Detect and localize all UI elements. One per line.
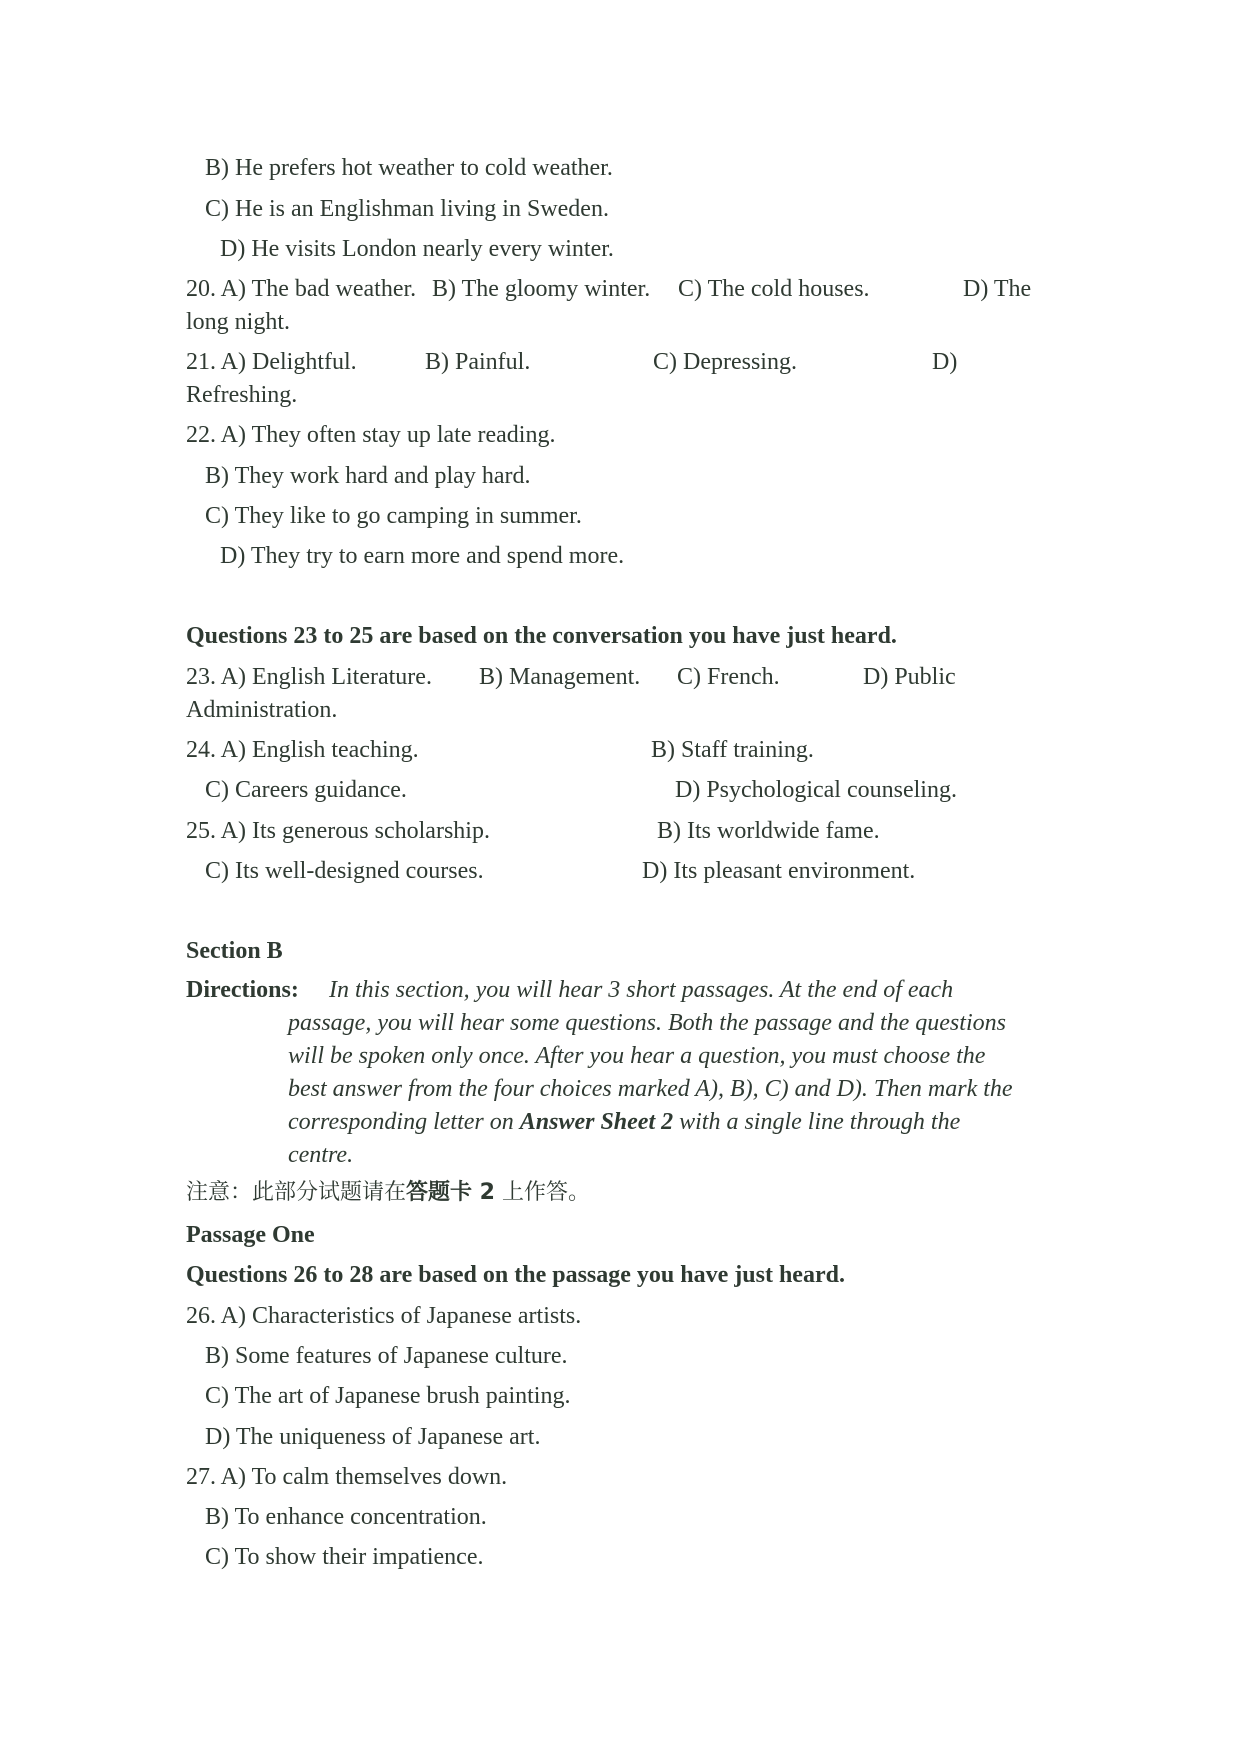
q20-option-d: D) The [963, 276, 1032, 302]
passage-one-questions-heading: Questions 26 to 28 are based on the passage you have just heard. [186, 1262, 845, 1288]
directions-label: Directions: [186, 977, 299, 1003]
q23-option-d-cont: Administration. [186, 697, 338, 723]
q25-option-a: 25. A) Its generous scholarship. [186, 818, 490, 844]
q26-option-c: C) The art of Japanese brush painting. [205, 1383, 571, 1409]
q24-option-d: D) Psychological counseling. [675, 777, 957, 803]
q21-option-d: D) [932, 349, 958, 375]
q21-option-b: B) Painful. [425, 349, 531, 375]
q24-option-c: C) Careers guidance. [205, 777, 407, 803]
q24-option-b: B) Staff training. [651, 737, 814, 763]
q23-option-c: C) French. [677, 664, 780, 690]
directions-line-6: centre. [288, 1142, 354, 1168]
directions-line-5-a: corresponding letter on [288, 1109, 520, 1135]
q21-option-d-cont: Refreshing. [186, 382, 298, 408]
conversation-heading: Questions 23 to 25 are based on the conversation you have just heard. [186, 623, 897, 649]
q22-option-a: 22. A) They often stay up late reading. [186, 422, 556, 448]
q22-option-d: D) They try to earn more and spend more. [220, 543, 625, 569]
answer-note [186, 1177, 590, 1209]
section-b-heading: Section B [186, 938, 283, 964]
q25-option-b: B) Its worldwide fame. [657, 818, 880, 844]
q27-option-c: C) To show their impatience. [205, 1544, 484, 1570]
q21-option-c: C) Depressing. [653, 349, 797, 375]
q22-option-b: B) They work hard and play hard. [205, 463, 531, 489]
q27-option-b: B) To enhance concentration. [205, 1504, 487, 1530]
q24-option-a: 24. A) English teaching. [186, 737, 419, 763]
q25-option-c: C) Its well-designed courses. [205, 858, 484, 884]
q20-option-b: B) The gloomy winter. [432, 276, 651, 302]
directions-line-2: passage, you will hear some questions. Both the passage and the questions [288, 1010, 1006, 1036]
answer-note-post: 上作答。 [494, 1180, 590, 1205]
directions-line-5 [288, 1106, 960, 1138]
q19-option-d: D) He visits London nearly every winter. [220, 236, 614, 262]
q23-option-d: D) Public [863, 664, 956, 690]
q20-option-a: 20. A) The bad weather. [186, 276, 417, 302]
q21-option-a: 21. A) Delightful. [186, 349, 357, 375]
q23-option-a: 23. A) English Literature. [186, 664, 432, 690]
q22-option-c: C) They like to go camping in summer. [205, 503, 582, 529]
directions-line-1: In this section, you will hear 3 short passages. At the end of each [329, 977, 954, 1003]
q26-option-a: 26. A) Characteristics of Japanese artists. [186, 1303, 582, 1329]
q20-option-d-cont: long night. [186, 309, 291, 335]
passage-one-heading: Passage One [186, 1222, 315, 1248]
directions-line-4: best answer from the four choices marked A), B), C) and D). Then mark the [288, 1076, 1013, 1102]
q23-option-b: B) Management. [479, 664, 641, 690]
q19-option-c: C) He is an Englishman living in Sweden. [205, 196, 609, 222]
directions-line-5-c: with a single line through the [673, 1109, 961, 1135]
directions-line-3: will be spoken only once. After you hear a question, you must choose the [288, 1043, 986, 1069]
q19-option-b: B) He prefers hot weather to cold weather. [205, 155, 613, 181]
q26-option-b: B) Some features of Japanese culture. [205, 1343, 568, 1369]
answer-sheet-ref: Answer Sheet 2 [519, 1109, 674, 1135]
q26-option-d: D) The uniqueness of Japanese art. [205, 1424, 541, 1450]
q27-option-a: 27. A) To calm themselves down. [186, 1464, 508, 1490]
q25-option-d: D) Its pleasant environment. [642, 858, 916, 884]
q20-option-c: C) The cold houses. [678, 276, 870, 302]
answer-note-pre: 注意：此部分试题请在 [186, 1180, 407, 1205]
answer-note-bold: 答题卡 2 [406, 1180, 495, 1205]
